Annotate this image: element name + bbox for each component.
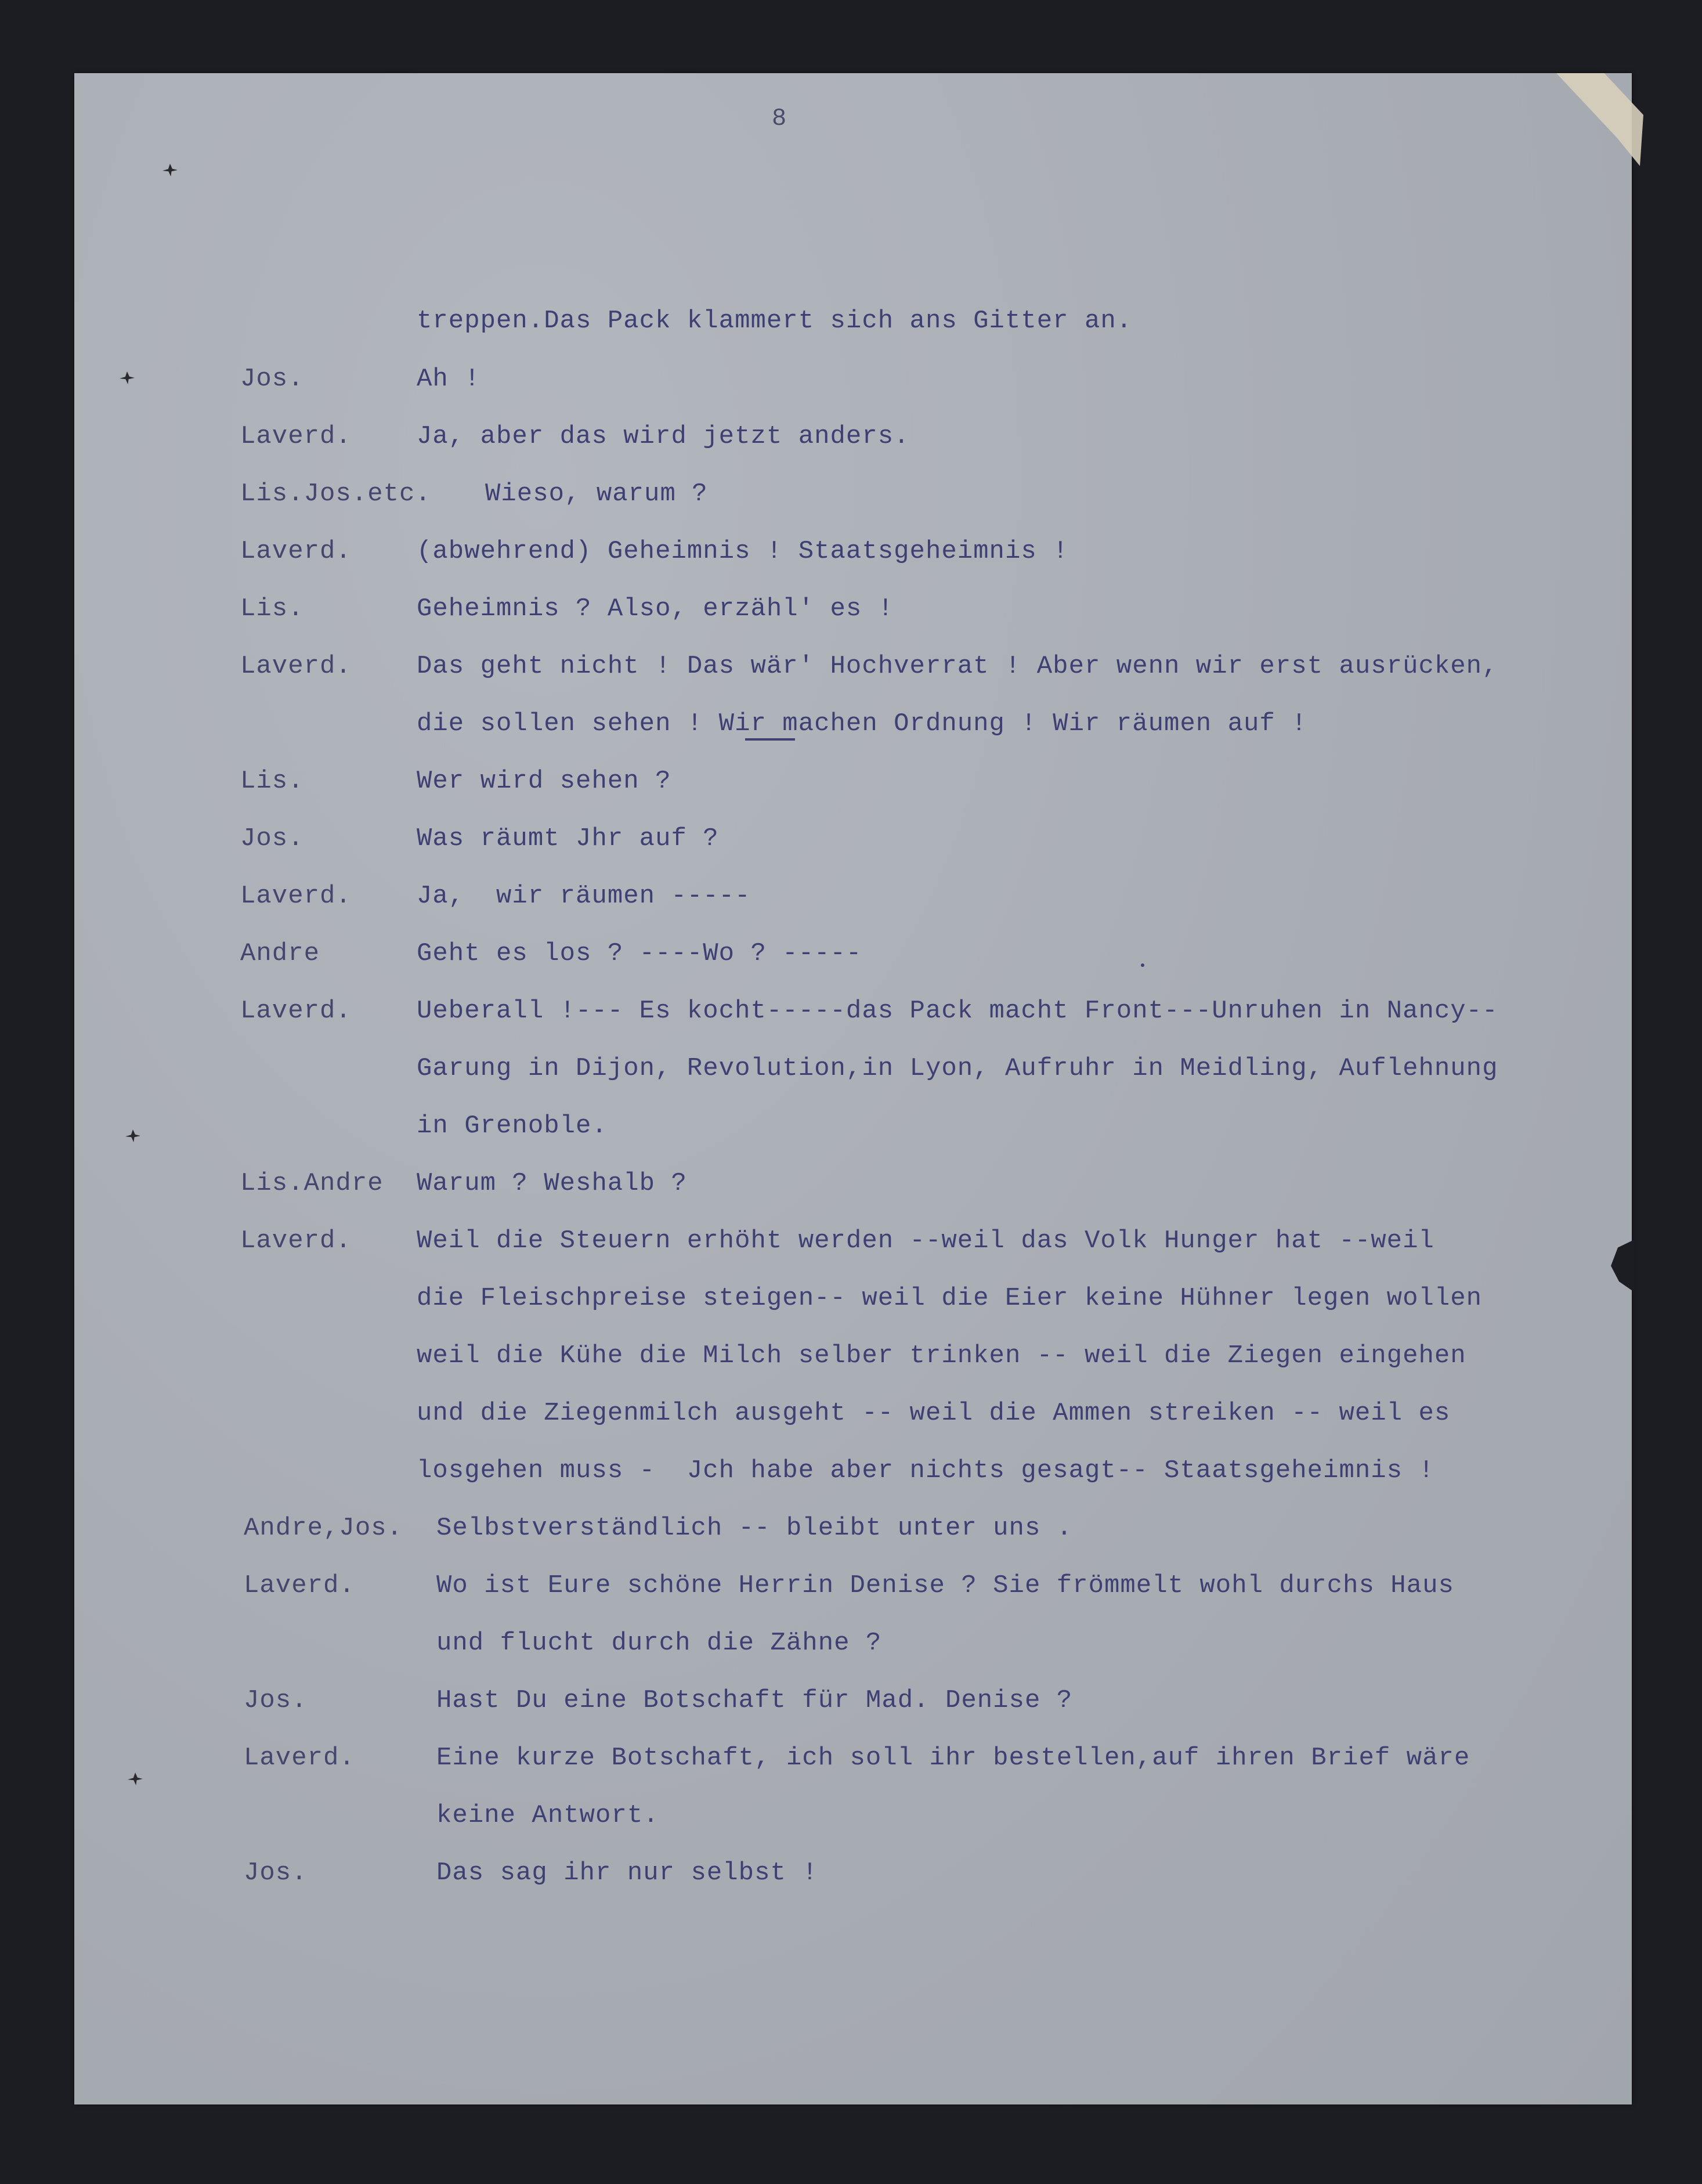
dialogue-line: und flucht durch die Zähne ?: [436, 1629, 882, 1658]
dialogue-line: Wieso, warum ?: [485, 479, 708, 508]
dialogue-line: Ah !: [417, 364, 480, 394]
speaker-label: Lis.Andre: [240, 1169, 384, 1198]
dialogue-line: und die Ziegenmilch ausgeht -- weil die Ammen streiken -- weil es: [417, 1399, 1451, 1428]
dialogue-line: losgehen muss - Jch habe aber nichts gesagt-- Staatsgeheimnis !: [417, 1456, 1434, 1485]
dialogue-line: Wo ist Eure schöne Herrin Denise ? Sie frömmelt wohl durchs Haus: [436, 1571, 1454, 1600]
speaker-label: Laverd.: [240, 997, 352, 1026]
dialogue-line: weil die Kühe die Milch selber trinken -- weil die Ziegen eingehen: [417, 1341, 1466, 1370]
underline-emphasis: [745, 738, 795, 741]
speaker-label: Lis.Jos.etc.: [240, 479, 431, 508]
speaker-label: Laverd.: [240, 422, 352, 451]
speaker-label: Andre,Jos.: [244, 1514, 403, 1543]
dialogue-line: Eine kurze Botschaft, ich soll ihr bestellen,auf ihren Brief wäre: [436, 1743, 1470, 1773]
ink-speck: [1141, 963, 1144, 967]
dialogue-line: Ja, aber das wird jetzt anders.: [417, 422, 910, 451]
dialogue-line: Ueberall !--- Es kocht-----das Pack macht Front---Unruhen in Nancy--: [417, 997, 1498, 1026]
speaker-label: Andre: [240, 939, 320, 968]
dialogue-line: keine Antwort.: [436, 1801, 659, 1830]
dialogue-line: Was räumt Jhr auf ?: [417, 824, 719, 853]
speaker-label: Jos.: [244, 1858, 308, 1887]
dialogue-line: Hast Du eine Botschaft für Mad. Denise ?: [436, 1686, 1073, 1715]
dialogue-line: Geheimnis ? Also, erzähl' es !: [417, 594, 894, 623]
dialogue-line: (abwehrend) Geheimnis ! Staatsgeheimnis !: [417, 537, 1069, 566]
speaker-label: Jos.: [240, 364, 304, 394]
dialogue-line: Ja, wir räumen -----: [417, 882, 751, 911]
dialogue-line: Garung in Dijon, Revolution,in Lyon, Aufruhr in Meidling, Auflehnung: [417, 1054, 1498, 1083]
dialogue-line: Weil die Steuern erhöht werden --weil das Volk Hunger hat --weil: [417, 1226, 1434, 1255]
dialogue-line: Das sag ihr nur selbst !: [436, 1858, 818, 1887]
dialogue-line: Wer wird sehen ?: [417, 767, 671, 796]
speaker-label: Lis.: [240, 767, 304, 796]
dialogue-line: die sollen sehen ! Wir machen Ordnung ! Wir räumen auf !: [417, 709, 1307, 738]
speaker-label: Laverd.: [240, 652, 352, 681]
typewritten-page: [74, 73, 1632, 2104]
speaker-label: Jos.: [244, 1686, 308, 1715]
dialogue-line: treppen.Das Pack klammert sich ans Gitter an.: [417, 306, 1133, 335]
torn-edge: [1611, 1240, 1634, 1292]
dialogue-line: die Fleischpreise steigen-- weil die Eier keine Hühner legen wollen: [417, 1284, 1483, 1313]
speaker-label: Lis.: [240, 594, 304, 623]
speaker-label: Jos.: [240, 824, 304, 853]
dialogue-line: in Grenoble.: [417, 1111, 608, 1140]
dialogue-line: Geht es los ? ----Wo ? -----: [417, 939, 862, 968]
speaker-label: Laverd.: [240, 1226, 352, 1255]
speaker-label: Laverd.: [240, 882, 352, 911]
speaker-label: Laverd.: [244, 1743, 355, 1773]
torn-corner: [1556, 73, 1643, 166]
page-number: 8: [772, 104, 787, 132]
speaker-label: Laverd.: [244, 1571, 355, 1600]
dialogue-line: Warum ? Weshalb ?: [417, 1169, 687, 1198]
dialogue-line: Das geht nicht ! Das wär' Hochverrat ! Aber wenn wir erst ausrücken,: [417, 652, 1498, 681]
speaker-label: Laverd.: [240, 537, 352, 566]
dialogue-line: Selbstverständlich -- bleibt unter uns .: [436, 1514, 1073, 1543]
